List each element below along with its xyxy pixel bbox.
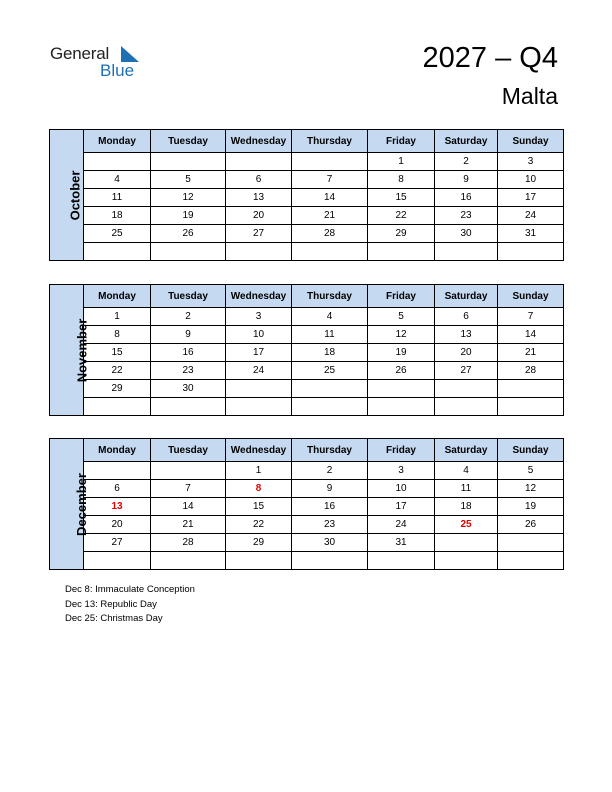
day-cell (226, 552, 292, 570)
day-cell: 20 (84, 516, 151, 534)
day-cell (84, 462, 151, 480)
weekday-header: Thursday (292, 130, 368, 153)
week-row (50, 308, 564, 326)
day-cell: 5 (368, 308, 435, 326)
day-cell (226, 243, 292, 261)
day-cell (292, 398, 368, 416)
day-cell: 23 (151, 362, 226, 380)
day-cell: 17 (226, 344, 292, 362)
day-cell: 22 (226, 516, 292, 534)
logo-text-blue: Blue (100, 61, 135, 80)
weekday-header: Friday (368, 439, 435, 462)
week-row (50, 153, 564, 171)
day-cell: 5 (151, 171, 226, 189)
weekday-header: Tuesday (151, 285, 226, 308)
day-cell: 5 (498, 462, 564, 480)
weekday-header: Monday (84, 285, 151, 308)
day-cell: 2 (151, 308, 226, 326)
day-cell: 12 (368, 326, 435, 344)
week-row (50, 534, 564, 552)
logo-text-general: General (50, 44, 110, 63)
day-cell: 28 (498, 362, 564, 380)
month-name: October (67, 170, 83, 220)
month-label-cell (50, 130, 84, 261)
day-cell: 10 (498, 171, 564, 189)
day-cell (84, 153, 151, 171)
month-table-october (49, 129, 564, 261)
week-row (50, 171, 564, 189)
weekday-header: Saturday (435, 439, 498, 462)
day-cell: 16 (435, 189, 498, 207)
weekday-header: Friday (368, 285, 435, 308)
day-cell: 29 (368, 225, 435, 243)
weekday-header: Wednesday (226, 130, 292, 153)
day-cell: 31 (368, 534, 435, 552)
weekday-header: Saturday (435, 285, 498, 308)
day-cell (151, 552, 226, 570)
day-cell (368, 243, 435, 261)
logo (50, 44, 150, 84)
day-cell: 15 (226, 498, 292, 516)
day-cell: 4 (435, 462, 498, 480)
month-label-cell (50, 439, 89, 570)
month-name: December (73, 472, 89, 536)
day-cell: 8 (84, 326, 151, 344)
holiday-item: Dec 13: Republic Day (65, 598, 157, 610)
day-cell: 19 (368, 344, 435, 362)
day-cell: 14 (151, 498, 226, 516)
day-cell: 14 (498, 326, 564, 344)
day-cell: 29 (226, 534, 292, 552)
day-cell: 21 (498, 344, 564, 362)
day-cell: 3 (226, 308, 292, 326)
day-cell: 20 (435, 344, 498, 362)
week-row (50, 462, 564, 480)
day-cell: 10 (368, 480, 435, 498)
weekday-header: Wednesday (226, 439, 292, 462)
week-row (50, 480, 564, 498)
day-cell: 2 (292, 462, 368, 480)
weekday-header: Wednesday (226, 285, 292, 308)
day-cell (435, 552, 498, 570)
day-cell: 6 (84, 480, 151, 498)
day-cell: 31 (498, 225, 564, 243)
day-cell: 13 (435, 326, 498, 344)
day-cell: 26 (368, 362, 435, 380)
day-cell: 19 (151, 207, 226, 225)
day-cell: 20 (226, 207, 292, 225)
day-cell: 6 (226, 171, 292, 189)
week-row (50, 243, 564, 261)
day-cell: 11 (292, 326, 368, 344)
day-cell (435, 380, 498, 398)
day-cell (368, 380, 435, 398)
day-cell: 16 (292, 498, 368, 516)
day-cell: 25 (84, 225, 151, 243)
day-cell (498, 398, 564, 416)
day-cell: 11 (84, 189, 151, 207)
day-cell: 25 (435, 516, 498, 534)
week-row (50, 398, 564, 416)
day-cell: 24 (498, 207, 564, 225)
day-cell (84, 552, 151, 570)
month-table-december (49, 438, 564, 570)
day-cell (435, 243, 498, 261)
day-cell (292, 243, 368, 261)
day-cell: 13 (226, 189, 292, 207)
day-cell: 26 (151, 225, 226, 243)
logo-triangle-icon (121, 46, 141, 62)
day-cell: 27 (435, 362, 498, 380)
day-cell (226, 153, 292, 171)
day-cell (498, 243, 564, 261)
week-row (50, 516, 564, 534)
month-label-cell (50, 285, 90, 416)
day-cell: 18 (292, 344, 368, 362)
day-cell (226, 380, 292, 398)
country-name: Malta (501, 83, 558, 109)
weekday-header: Thursday (292, 439, 368, 462)
week-row (50, 207, 564, 225)
holiday-item: Dec 25: Christmas Day (65, 613, 163, 624)
month-table-november (49, 284, 564, 416)
day-cell: 15 (84, 344, 151, 362)
day-cell: 14 (292, 189, 368, 207)
page-title: 2027 – Q4 (422, 42, 558, 74)
day-cell (226, 398, 292, 416)
week-row (50, 362, 564, 380)
day-cell: 9 (435, 171, 498, 189)
day-cell (435, 534, 498, 552)
day-cell: 24 (368, 516, 435, 534)
day-cell: 11 (435, 480, 498, 498)
week-row (50, 498, 564, 516)
week-row (50, 189, 564, 207)
day-cell: 1 (226, 462, 292, 480)
day-cell: 21 (151, 516, 226, 534)
day-cell: 23 (435, 207, 498, 225)
day-cell: 10 (226, 326, 292, 344)
day-cell (151, 462, 226, 480)
day-cell: 7 (292, 171, 368, 189)
day-cell: 22 (368, 207, 435, 225)
day-cell: 17 (368, 498, 435, 516)
day-cell: 18 (435, 498, 498, 516)
weekday-header: Saturday (435, 130, 498, 153)
day-cell: 28 (151, 534, 226, 552)
day-cell: 23 (292, 516, 368, 534)
day-cell: 6 (435, 308, 498, 326)
month-name: November (74, 318, 90, 382)
day-cell: 3 (368, 462, 435, 480)
day-cell: 27 (226, 225, 292, 243)
day-cell (368, 398, 435, 416)
day-cell: 1 (84, 308, 151, 326)
week-row (50, 326, 564, 344)
day-cell: 26 (498, 516, 564, 534)
day-cell: 8 (226, 480, 292, 498)
holiday-item: Dec 8: Immaculate Conception (65, 584, 195, 595)
day-cell: 7 (498, 308, 564, 326)
day-cell: 25 (292, 362, 368, 380)
day-cell: 3 (498, 153, 564, 171)
day-cell: 22 (84, 362, 151, 380)
day-cell: 19 (498, 498, 564, 516)
holiday-list (65, 583, 195, 627)
day-cell (498, 380, 564, 398)
day-cell: 13 (84, 498, 151, 516)
day-cell: 8 (368, 171, 435, 189)
weekday-header: Sunday (498, 439, 564, 462)
day-cell: 21 (292, 207, 368, 225)
day-cell: 18 (84, 207, 151, 225)
day-cell: 29 (84, 380, 151, 398)
weekday-header: Thursday (292, 285, 368, 308)
day-cell (151, 398, 226, 416)
day-cell: 12 (151, 189, 226, 207)
weekday-header: Monday (84, 439, 151, 462)
day-cell: 1 (368, 153, 435, 171)
day-cell: 30 (292, 534, 368, 552)
day-cell (84, 398, 151, 416)
day-cell: 2 (435, 153, 498, 171)
day-cell (84, 243, 151, 261)
day-cell: 4 (292, 308, 368, 326)
week-row (50, 380, 564, 398)
weekday-header: Monday (84, 130, 151, 153)
week-row (50, 552, 564, 570)
day-cell: 12 (498, 480, 564, 498)
day-cell (151, 243, 226, 261)
day-cell (498, 552, 564, 570)
day-cell (151, 153, 226, 171)
day-cell: 9 (292, 480, 368, 498)
weekday-header: Tuesday (151, 130, 226, 153)
day-cell (292, 153, 368, 171)
day-cell (292, 552, 368, 570)
day-cell: 28 (292, 225, 368, 243)
day-cell: 24 (226, 362, 292, 380)
week-row (50, 225, 564, 243)
day-cell (292, 380, 368, 398)
weekday-header: Friday (368, 130, 435, 153)
day-cell: 17 (498, 189, 564, 207)
weekday-header: Tuesday (151, 439, 226, 462)
week-row (50, 344, 564, 362)
day-cell: 16 (151, 344, 226, 362)
weekday-header: Sunday (498, 285, 564, 308)
day-cell: 15 (368, 189, 435, 207)
day-cell: 7 (151, 480, 226, 498)
day-cell (368, 552, 435, 570)
weekday-header: Sunday (498, 130, 564, 153)
day-cell: 27 (84, 534, 151, 552)
day-cell (498, 534, 564, 552)
day-cell: 4 (84, 171, 151, 189)
day-cell: 9 (151, 326, 226, 344)
day-cell (435, 398, 498, 416)
day-cell: 30 (151, 380, 226, 398)
day-cell: 30 (435, 225, 498, 243)
